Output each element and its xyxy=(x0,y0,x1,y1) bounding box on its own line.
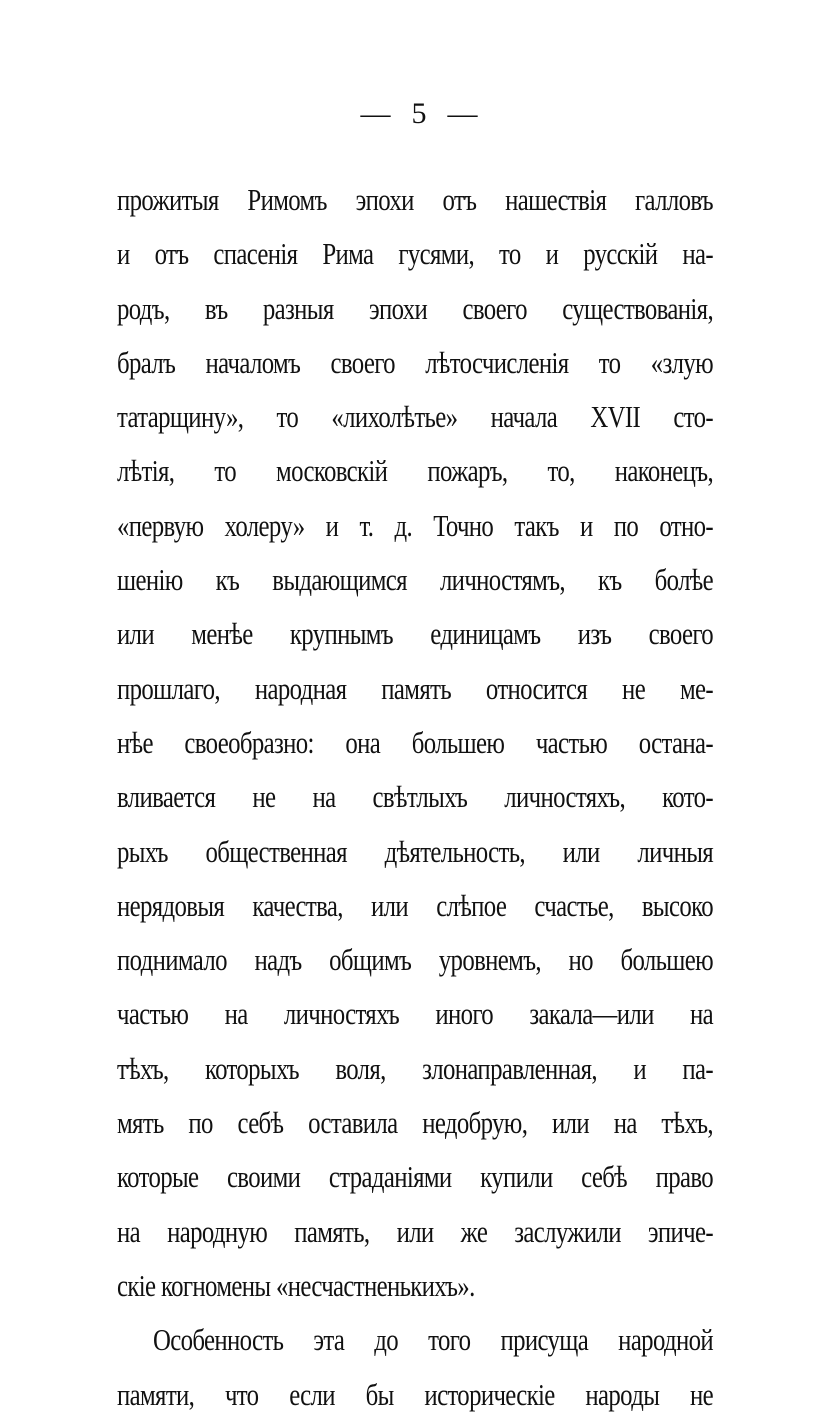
text-line: или менѣе крупнымъ единицамъ изъ своего xyxy=(117,616,713,652)
text-line: мять по себѣ оставила недобрую, или на тѣхъ, xyxy=(117,1105,713,1141)
text-line: частью на личностяхъ иного закала—или на xyxy=(117,996,713,1032)
text-line: тѣхъ, которыхъ воля, злонаправленная, и па- xyxy=(117,1050,713,1086)
text-line: лѣтія, то московскій пожаръ, то, наконецъ, xyxy=(117,453,713,489)
body-text xyxy=(117,173,713,1422)
text-line: бралъ началомъ своего лѣтосчисленія то «злую xyxy=(117,344,713,380)
page-number: — 5 — xyxy=(360,97,480,130)
text-line: и отъ спасенія Рима гусями, то и русскій на- xyxy=(117,236,713,272)
text-line: прошлаго, народная память относится не ме- xyxy=(117,670,713,706)
text-line: шенію къ выдающимся личностямъ, къ болѣе xyxy=(117,562,713,598)
text-line: родъ, въ разныя эпохи своего существованія, xyxy=(117,290,713,326)
text-line: «первую холеру» и т. д. Точно такъ и по отно- xyxy=(117,507,713,543)
paragraph-start-line: Особенность эта до того присуща народной xyxy=(153,1322,713,1358)
text-line: поднимало надъ общимъ уровнемъ, но большею xyxy=(117,942,713,978)
text-line: татарщину», то «лихолѣтье» начала XVII сто- xyxy=(117,399,713,435)
text-line: которые своими страданіями купили себѣ право xyxy=(117,1159,713,1195)
text-line: на народную память, или же заслужили эпиче- xyxy=(117,1213,713,1249)
text-line: рыхъ общественная дѣятельность, или личныя xyxy=(117,833,713,869)
text-line: нерядовыя качества, или слѣпое счастье, высоко xyxy=(117,887,713,923)
text-line: нѣе своеобразно: она большею частью остана- xyxy=(117,724,713,760)
text-line: памяти, что если бы историческіе народы не xyxy=(117,1376,713,1412)
text-line: скіе когномены «несчастненькихъ». xyxy=(117,1267,475,1303)
text-line: вливается не на свѣтлыхъ личностяхъ, кото- xyxy=(117,779,713,815)
text-line: прожитыя Римомъ эпохи отъ нашествія галловъ xyxy=(117,182,713,217)
